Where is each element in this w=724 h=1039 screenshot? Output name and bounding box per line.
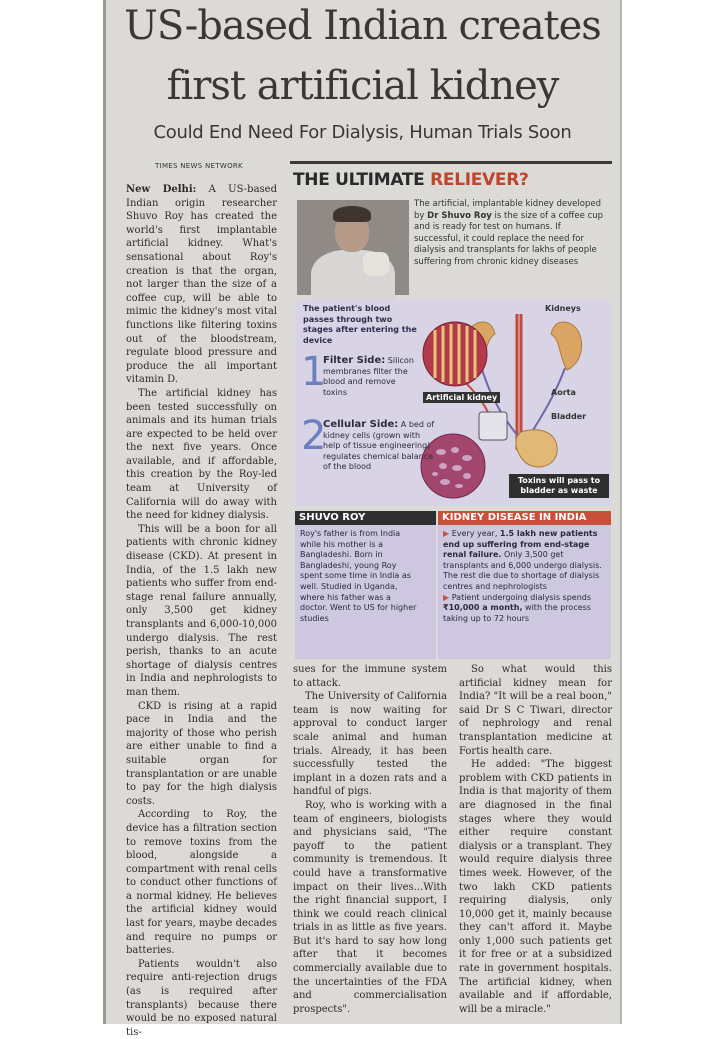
paragraph-text: A US-based Indian origin researcher Shuvo Roy has created the world's first implantable artificial kidney. What's sensational about Roy's creation is that the organ, not larger than the size of a coffee cup, will be able to mimic the kidney's most vital functions like filtering toxins out of the bloodstream, regulate blood pressure and produce the all important vitamin D. [126,184,277,386]
bladder-shape [516,430,557,467]
photo-device [363,252,389,276]
box-title-red: RELIEVER? [430,170,529,190]
step-2-title: Cellular Side: [323,419,399,430]
intro-text: is the size of a coffee cup and is ready for test on humans. If successful, it could replace the need for dialysis and transplants for lakhs of people suffering from chronic kidney diseases [414,210,604,267]
bullet-2-c: with the process taking up to 72 hours [443,603,591,623]
bullet-2-a: Patient undergoing dialysis spends [449,592,592,602]
paragraph: The University of California team is now waiting for approval to conduct larger scale animal and human trials. Already, it has been successfully tested the implant in a dozen rats and a handful of pigs. [293,691,447,798]
paragraph: CKD is rising at a rapid pace in India and the majority of those who perish are either unable to find a suitable organ for transplantation or are unable to pay for the high dialysis costs. [126,700,277,807]
article-column-2 [293,663,447,1021]
paragraph [126,183,277,387]
device-box [479,412,507,440]
bullet-2-b: ₹10,000 a month, [443,603,523,613]
kidney-diagram [295,300,611,506]
step-2-number: 2 [301,413,327,459]
diagram-caption: The patient's blood passes through two stages after entering the device [303,304,417,345]
paragraph: He added: "The biggest problem with CKD patients in India is that majority of them are diagnosed in the final stages where they would either require constant dialysis or a transplant. They would require dialysis three times week. However, of the two lakh CKD patients requiring dialysis, only 10,000 get it, mainly because they can't afford it. Maybe only 1,000 such patients get it for free or at a subsidized rate in government hospitals. The artificial kidney, when available and if affordable, will be a miracle." [459,759,612,1015]
step-1-desc: Silicon membranes filter the blood and remove toxins [323,356,414,397]
headline-line-1: US-based Indian creates [124,3,601,49]
box-title-dark: THE ULTIMATE [293,170,431,190]
photo-hair [333,206,371,222]
bullet-1-b: 1.5 lakh new patients end up suffering from end-stage renal failure. [443,529,598,560]
bullet-1-c: Only 3,500 get transplants and 6,000 undergo dialysis. The rest die due to shortage of dialysis centres and nephrologists [443,550,602,591]
right-edge [620,0,622,1024]
paragraph: So what would this artificial kidney mean for India? "It will be a real boon," said Dr S C Tiwari, director of nephrology and renal transplantation medicine at Fortis health care. [459,664,612,757]
article-column-1 [126,183,277,1038]
intro-name: Dr Shuvo Roy [427,210,492,221]
dateline: New Delhi: [126,184,197,195]
filter-membrane-circle [423,322,487,386]
intro-text: The artificial, implantable kidney developed by [414,199,601,221]
aorta-vessel [517,314,521,450]
shuvo-roy-panel [295,511,436,659]
headline-line-2: first artificial kidney [166,63,559,109]
paragraph: Roy, who is working with a team of engineers, biologists and physicians said, "The payoff to the patient community is tremendous. It could have a transformative impact on their lives...With the right financial support, I think we could reach clinical trials in as little as five years. But it's hard to say how long after that it becomes commercially available due to the uncertainties of the FDA and commercialisation prospects". [293,799,447,1015]
shuvo-roy-text: Roy's father is from India while his mother is a Bangladeshi. Born in Bangladeshi, young Roy spent some time in India as well. Studied in Uganda, where his father was a doctor. Went to US for higher studies [300,529,417,623]
step-2-text [323,420,435,473]
newspaper-clipping [103,0,622,1038]
byline: TIMES NEWS NETWORK [155,162,243,170]
step-1-text [323,356,419,398]
kidney-disease-text [443,529,605,624]
box-top-rule [290,161,612,164]
label-aorta: Aorta [551,388,576,397]
step-1-number: 1 [301,349,327,395]
paragraph: sues for the immune system to attack. [293,664,447,689]
paragraph: According to Roy, the device has a filtration section to remove toxins from the blood, alongside a compartment with renal cells to conduct other functions of a normal kidney. He believes the artificial kidney would last for years, maybe decades and require no pumps or batteries. [126,809,277,957]
kidney-right-shape [551,322,582,370]
shuvo-roy-heading: SHUVO ROY [295,511,436,525]
kidney-disease-heading: KIDNEY DISEASE IN INDIA [438,511,611,525]
subheadline: Could End Need For Dialysis, Human Trials Soon [153,122,572,143]
bullet-arrow-icon: ▶ [443,529,450,538]
label-toxins: Toxins will pass to bladder as waste [509,474,609,498]
paragraph: Patients wouldn't also require anti-rejection drugs (as is required after transplants) because there would be no exposed natural tis- [126,958,277,1038]
box-title [293,170,529,190]
box-intro [414,199,610,268]
label-artificial-kidney: Artificial kidney [423,392,500,403]
researcher-photo [297,200,409,295]
bullet-2 [443,593,605,625]
step-2-desc: A bed of kidney cells (grown with help of tissue engineering) regulates chemical balance of the blood [323,420,435,471]
bullet-1-a: Every year, [449,529,500,538]
label-bladder: Bladder [551,412,587,421]
article-column-3 [459,663,612,1021]
label-kidneys: Kidneys [545,304,581,313]
bullet-arrow-icon: ▶ [443,592,450,602]
step-1-title: Filter Side: [323,355,386,366]
left-edge [103,0,106,1024]
paragraph: This will be a boon for all patients with chronic kidney disease (CKD). At present in India, of the 1.5 lakh new patients who suffer from end-stage renal failure annually, only 3,500 get kidney transplants and 6,000-10,000 undergo dialysis. The rest perish, thanks to an acute shortage of dialysis centres in India and nephrologists to man them. [126,523,277,698]
paragraph: The artificial kidney has been tested successfully on animals and its human trials are expected to be held over the next five years. Once available, and if affordable, this creation by the Roy-led team at University of California will do away with the need for kidney dialysis. [126,387,277,522]
bullet-1 [443,529,605,593]
kidney-disease-panel [438,511,611,659]
